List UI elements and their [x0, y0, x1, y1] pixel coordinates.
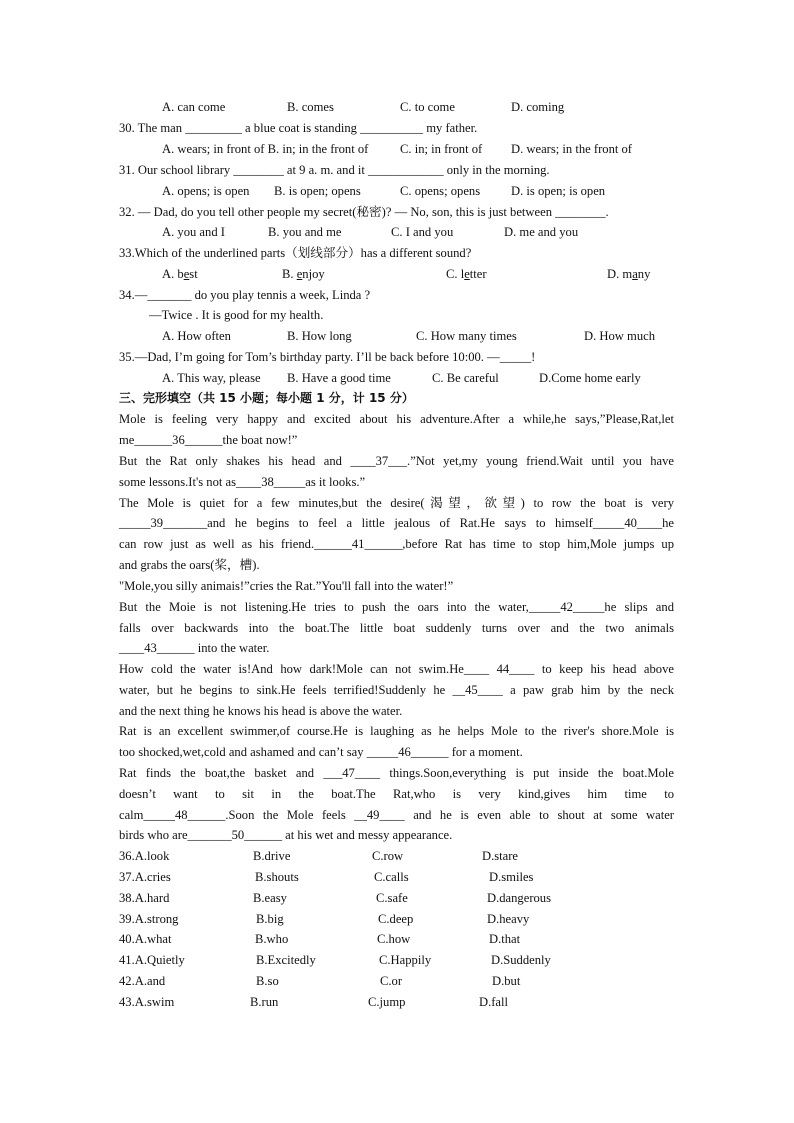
q29-option-c: C. to come [400, 100, 455, 114]
q32-option-d: D. me and you [504, 225, 579, 239]
passage-line: doesn’t want to sit in the boat.The Rat,who is very kind,gives him time to [119, 787, 674, 801]
q33-option-d: D. many [607, 267, 651, 281]
passage-line: "Mole,you silly animais!”cries the Rat.”You'll fall into the water!” [119, 579, 454, 593]
q31-option-c: C. opens; opens [400, 184, 481, 198]
q30-stem: 30. The man _________ a blue coat is standing __________ my father. [119, 121, 478, 135]
choice-36-c: C.row [372, 849, 404, 863]
q31-stem: 31. Our school library ________ at 9 a. m. and it ____________ only in the morning. [119, 163, 550, 177]
q34-option-c: C. How many times [416, 329, 517, 343]
choice-43-d: D.fall [479, 995, 509, 1009]
q30-option-c: C. in; in front of [400, 142, 483, 156]
passage-line: falls over backwards into the boat.The little boat suddenly turns over and the two animals [119, 621, 674, 635]
q29-option-a: A. can come [162, 100, 226, 114]
q33-option-b: B. enjoy [282, 267, 325, 281]
q31-option-a: A. opens; is open [162, 184, 250, 198]
section-heading: 三、完形填空（共 15 小题；每小题 1 分，计 15 分） [119, 391, 414, 405]
choice-41-c: C.Happily [379, 953, 432, 967]
choice-36-a: 36.A.look [119, 849, 170, 863]
q35-option-b: B. Have a good time [287, 371, 391, 385]
passage-line: and the next thing he knows his head is above the water. [119, 704, 403, 718]
q30-option-d: D. wears; in the front of [511, 142, 633, 156]
passage-line: The Mole is quiet for a few minutes,but the desire(渴望，欲望) to row the boat is very [119, 496, 674, 510]
passage-line: birds who are_______50______ at his wet and messy appearance. [119, 828, 453, 842]
choice-41-d: D.Suddenly [491, 953, 551, 967]
passage-line: Mole is feeling very happy and excited about his adventure.After a while,he says,”Please,Rat,let [119, 412, 674, 426]
choice-37-c: C.calls [374, 870, 409, 884]
q32-option-c: C. I and you [391, 225, 454, 239]
choice-38-b: B.easy [253, 891, 287, 905]
q31-option-b: B. is open; opens [274, 184, 361, 198]
choice-39-c: C.deep [378, 912, 414, 926]
passage-line: calm_____48______.Soon the Mole feels __49____ and he is even able to shout at some water [119, 808, 674, 822]
q32-option-a: A. you and I [162, 225, 225, 239]
choice-41-a: 41.A.Quietly [119, 953, 185, 967]
q32-option-b: B. you and me [268, 225, 342, 239]
q35-option-c: C. Be careful [432, 371, 499, 385]
q31-option-d: D. is open; is open [511, 184, 606, 198]
passage-line: But the Moie is not listening.He tries to push the oars into the water,_____42_____he slips and [119, 600, 674, 614]
choice-40-d: D.that [489, 932, 521, 946]
choice-42-c: C.or [380, 974, 403, 988]
q29-option-b: B. comes [287, 100, 334, 114]
passage-line: But the Rat only shakes his head and ____37___.”Not yet,my young friend.Wait until you have [119, 454, 674, 468]
passage-line: Rat finds the boat,the basket and ___47____ things.Soon,everything is put inside the boat.Mole [119, 766, 674, 780]
q33-stem: 33.Which of the underlined parts（划线部分）has a different sound? [119, 246, 472, 260]
q35-option-d: D.Come home early [539, 371, 641, 385]
choice-40-a: 40.A.what [119, 932, 172, 946]
passage-line: some lessons.It's not as____38_____as it looks.” [119, 475, 366, 489]
q35-option-a: A. This way, please [162, 371, 261, 385]
choice-43-b: B.run [250, 995, 279, 1009]
choice-36-d: D.stare [482, 849, 519, 863]
choice-38-c: C.safe [376, 891, 408, 905]
choice-38-a: 38.A.hard [119, 891, 170, 905]
choice-40-b: B.who [255, 932, 289, 946]
passage-line: water, but he begins to sink.He feels terrified!Suddenly he __45____ a paw grab him by the neck [119, 683, 674, 697]
choice-39-a: 39.A.strong [119, 912, 179, 926]
q34-stem: 34.—_______ do you play tennis a week, Linda ? [119, 288, 371, 302]
q30-option-ab: A. wears; in front of B. in; in the front of [162, 142, 369, 156]
choice-43-a: 43.A.swim [119, 995, 175, 1009]
q34-option-d: D. How much [584, 329, 656, 343]
q34-option-a: A. How often [162, 329, 231, 343]
choice-39-b: B.big [256, 912, 284, 926]
q33-option-a: A. best [162, 267, 198, 281]
choice-43-c: C.jump [368, 995, 406, 1009]
choice-41-b: B.Excitedly [256, 953, 316, 967]
passage-line: _____39_______and he begins to feel a little jealous of Rat.He says to himself_____40____he [119, 516, 674, 530]
passage-line: and grabs the oars(桨，槽). [119, 558, 260, 572]
choice-39-d: D.heavy [487, 912, 530, 926]
choice-36-b: B.drive [253, 849, 291, 863]
choice-37-a: 37.A.cries [119, 870, 171, 884]
choice-42-d: D.but [492, 974, 521, 988]
choice-38-d: D.dangerous [487, 891, 552, 905]
passage-line: How cold the water is!And how dark!Mole can not swim.He____ 44____ to keep his head above [119, 662, 674, 676]
choice-37-d: D.smiles [489, 870, 534, 884]
q33-option-c: C. letter [446, 267, 487, 281]
choice-37-b: B.shouts [255, 870, 299, 884]
choice-42-b: B.so [256, 974, 279, 988]
choice-40-c: C.how [377, 932, 411, 946]
passage-line: ____43______ into the water. [119, 641, 270, 655]
passage-line: me______36______the boat now!” [119, 433, 298, 447]
passage-line: Rat is an excellent swimmer,of course.He is laughing as he helps Mole to the river's shore.Mole is [119, 724, 674, 738]
q29-option-d: D. coming [511, 100, 565, 114]
q35-stem: 35.—Dad, I’m going for Tom’s birthday party. I’ll be back before 10:00. —_____! [119, 350, 536, 364]
q34-answer: —Twice . It is good for my health. [149, 308, 324, 322]
passage-line: too shocked,wet,cold and ashamed and can’t say _____46______ for a moment. [119, 745, 523, 759]
q34-option-b: B. How long [287, 329, 352, 343]
choice-42-a: 42.A.and [119, 974, 166, 988]
passage-line: can row just as well as his friend.______41______,before Rat has time to stop him,Mole jumps up [119, 537, 674, 551]
q32-stem: 32. — Dad, do you tell other people my secret(秘密)? — No, son, this is just between ________. [119, 205, 609, 219]
